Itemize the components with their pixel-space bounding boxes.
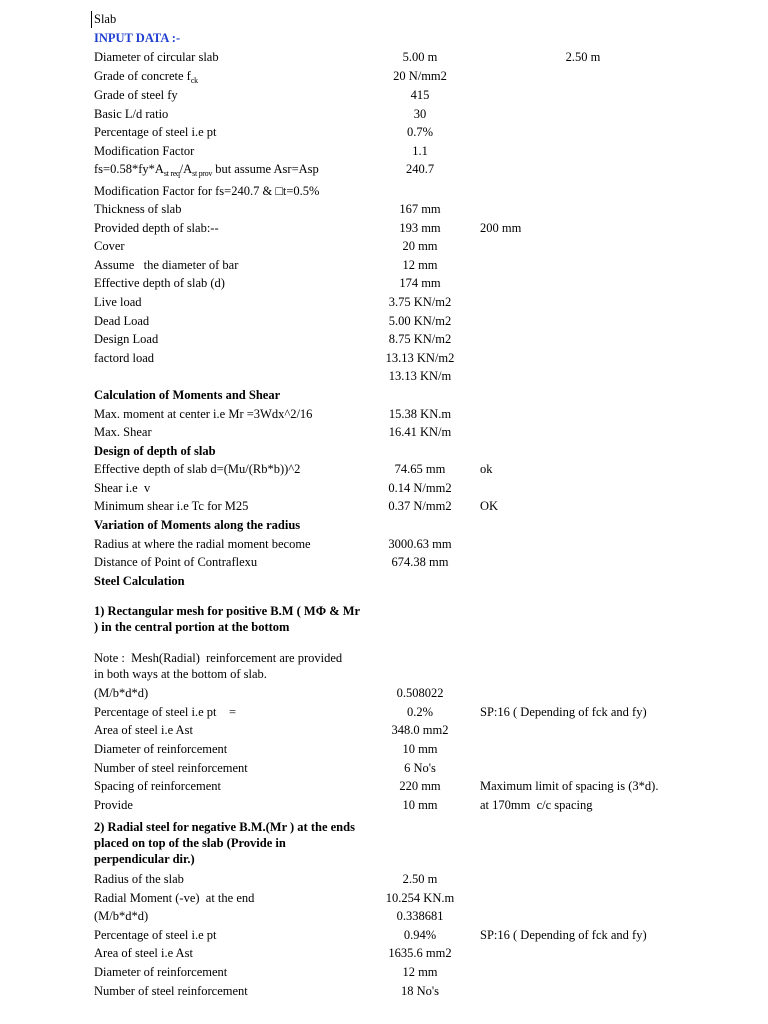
input-value: 12 mm [402,258,438,272]
input-label: Cover [94,239,125,253]
section-heading: Steel Calculation [94,574,185,588]
input-label: Assume the diameter of bar [94,258,239,272]
input-label [94,69,198,88]
calc-value: 3000.63 mm [388,537,452,551]
sheet-title: Slab [94,12,117,26]
calc-label: Shear i.e v [94,481,151,495]
calc-value: 0.94% [403,928,437,942]
check-status: OK [480,499,499,513]
calc-value: 6 No's [404,761,436,775]
input-label: Grade of steel fy [94,88,178,102]
calc-value: 18 No's [400,984,440,998]
calc-label: Max. Shear [94,425,152,439]
calc-label: Percentage of steel i.e pt = [94,705,237,719]
input-value: 20 N/mm2 [393,69,447,83]
check-status: ok [480,462,493,476]
input-label: Design Load [94,332,159,346]
input-value: 13.13 KN/m2 [385,351,455,365]
input-label: Effective depth of slab (d) [94,276,225,290]
reference-note: SP:16 ( Depending of fck and fy) [480,928,647,942]
input-label: Thickness of slab [94,202,182,216]
subsection-heading: 1) Rectangular mesh for positive B.M ( MΦ & Mr ) in the central portion at the bottom [94,604,360,634]
calc-label: Diameter of reinforcement [94,965,228,979]
label-text: fs=0.58*fy*A [94,162,164,176]
calc-label: (M/b*d*d) [94,686,149,700]
input-label: Provided depth of slab:-- [94,221,219,235]
input-value: 0.7% [406,125,434,139]
input-data-heading: INPUT DATA :- [94,31,181,45]
label-subscript: st prov [192,169,213,178]
input-value: 1.1 [412,144,428,158]
label-subscript: st req [163,169,180,178]
input-value: 174 mm [399,276,441,290]
input-label: factord load [94,351,155,365]
calc-value: 15.38 KN.m [388,407,452,421]
reference-note: Maximum limit of spacing is (3*d). [480,779,659,793]
input-value: 8.75 KN/m2 [388,332,452,346]
calc-label: Minimum shear i.e Tc for M25 [94,499,249,513]
reference-note: at 170mm c/c spacing [480,798,593,812]
input-value: 240.7 [405,162,435,176]
calc-value: 10 mm [402,798,438,812]
input-label: Basic L/d ratio [94,107,169,121]
calc-value: 348.0 mm2 [391,723,449,737]
calc-label: Radius of the slab [94,872,184,886]
input-label: Percentage of steel i.e pt [94,125,217,139]
calc-value: 16.41 KN/m [388,425,452,439]
subsection-heading: 2) Radial steel for negative B.M.(Mr ) at the ends placed on top of the slab (Provide in perpendicular dir.) [94,820,355,866]
calc-label: Radius at where the radial moment become [94,537,311,551]
calc-label: Radial Moment (-ve) at the end [94,891,255,905]
input-label: Modification Factor for fs=240.7 & □t=0.5% [94,184,320,198]
note-text: Note : Mesh(Radial) reinforcement are provided in both ways at the bottom of slab. [94,651,346,681]
calc-label: Area of steel i.e Ast [94,946,193,960]
calc-value: 10 mm [402,742,438,756]
section-heading: Design of depth of slab [94,444,216,458]
calc-value: 1635.6 mm2 [388,946,452,960]
label-text: but assume Asr=Asp [212,162,319,176]
calc-label: Number of steel reinforcement [94,984,248,998]
calc-label: Diameter of reinforcement [94,742,228,756]
input-label: Diameter of circular slab [94,50,219,64]
input-value: 167 mm [399,202,441,216]
text-cursor [91,11,92,28]
calc-value: 0.2% [406,705,434,719]
label-text: Grade of concrete f [94,69,191,83]
input-extra-value: 200 mm [480,221,522,235]
input-label: Modification Factor [94,144,195,158]
calc-value: 2.50 m [402,872,438,886]
calc-label: Number of steel reinforcement [94,761,248,775]
input-label [94,162,319,181]
calc-label: Provide [94,798,133,812]
calc-value: 74.65 mm [394,462,446,476]
input-value: 20 mm [402,239,438,253]
input-label: Dead Load [94,314,150,328]
calc-value: 674.38 mm [391,555,449,569]
calc-label: Effective depth of slab d=(Mu/(Rb*b))^2 [94,462,301,476]
calc-label: (M/b*d*d) [94,909,149,923]
section-heading: Variation of Moments along the radius [94,518,301,532]
input-value: 5.00 KN/m2 [388,314,452,328]
calc-label: Max. moment at center i.e Mr =3Wdx^2/16 [94,407,313,421]
input-value: 415 [410,88,430,102]
calc-value: 0.37 N/mm2 [388,499,452,513]
calc-label: Percentage of steel i.e pt [94,928,217,942]
input-value: 3.75 KN/m2 [388,295,452,309]
input-value: 5.00 m [402,50,438,64]
calc-value: 0.508022 [396,686,444,700]
input-label: Live load [94,295,142,309]
input-value: 30 [413,107,427,121]
calc-value: 12 mm [402,965,438,979]
calc-value: 0.14 N/mm2 [388,481,452,495]
label-text: /A [179,162,193,176]
label-subscript: ck [190,76,198,85]
reference-note: SP:16 ( Depending of fck and fy) [480,705,647,719]
input-extra-value: 2.50 m [565,50,601,64]
input-value: 193 mm [399,221,441,235]
calc-value: 10.254 KN.m [385,891,455,905]
calc-value: 220 mm [399,779,441,793]
input-value: 13.13 KN/m [388,369,452,383]
section-heading: Calculation of Moments and Shear [94,388,281,402]
calc-label: Spacing of reinforcement [94,779,222,793]
calc-label: Distance of Point of Contraflexu [94,555,258,569]
calc-label: Area of steel i.e Ast [94,723,193,737]
calc-value: 0.338681 [396,909,444,923]
